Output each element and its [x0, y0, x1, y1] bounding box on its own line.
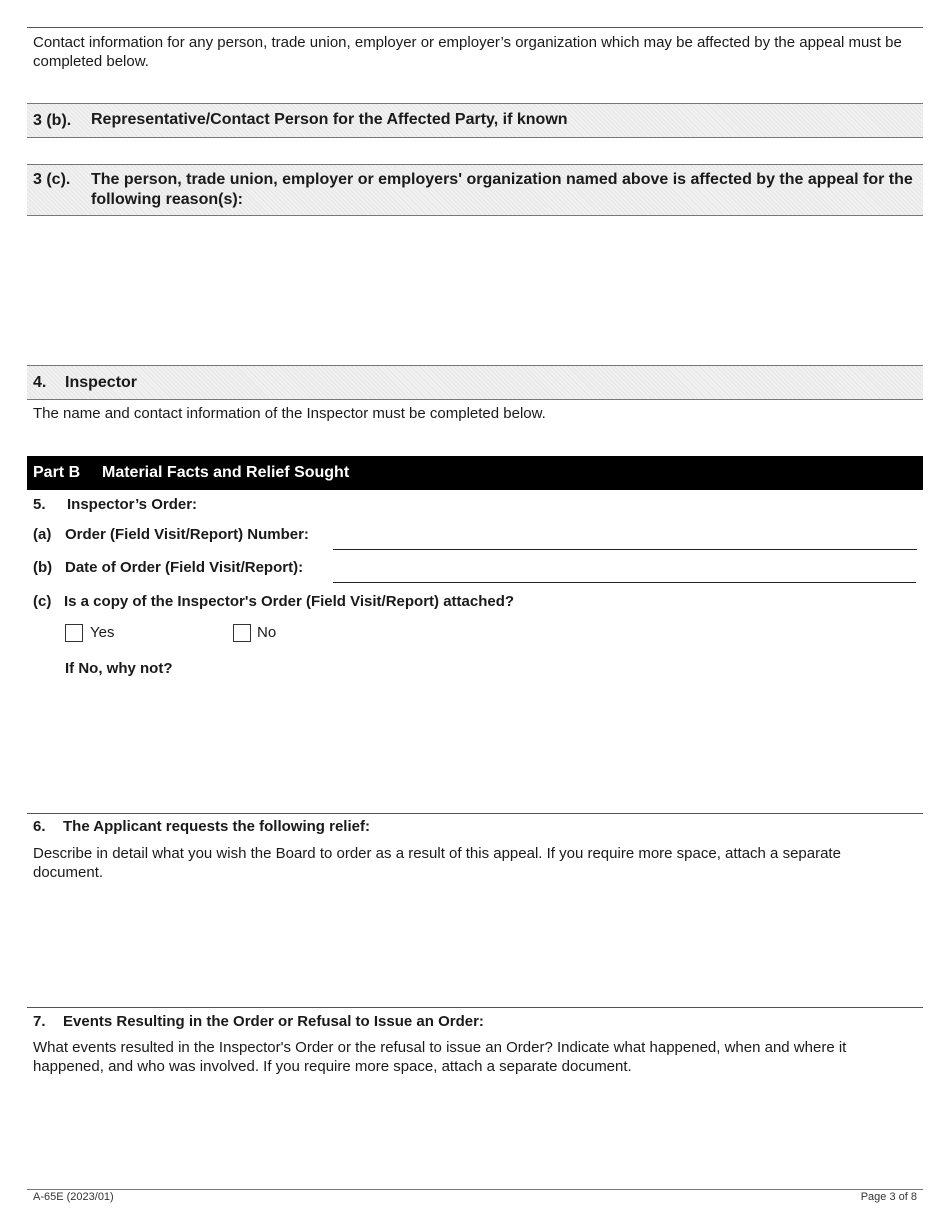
section-3b-header: [27, 103, 923, 138]
q5c-label: Is a copy of the Inspector's Order (Field Visit/Report) attached?: [64, 593, 515, 610]
why-not-field[interactable]: [65, 682, 915, 810]
top-rule: [27, 27, 923, 28]
section-3c-header: [27, 164, 923, 216]
why-not-label: If No, why not?: [65, 660, 173, 677]
section-4-number: 4.: [33, 374, 47, 391]
q7-instructions: What events resulted in the Inspector's Order or the refusal to issue an Order? Indicate what happened, when and where it happened, and who was involved. If you require more space, attach a separate document.: [33, 1039, 847, 1075]
q6-title: The Applicant requests the following relief:: [63, 818, 370, 835]
section-3c-title: The person, trade union, employer or employers' organization named above is affected by the appeal for the following reason(s):: [91, 171, 913, 208]
relief-field[interactable]: [27, 885, 923, 1003]
section-3b-title: Representative/Contact Person for the Affected Party, if known: [91, 111, 568, 128]
order-number-line: [333, 549, 917, 550]
footer-rule: [27, 1189, 923, 1190]
page-number: Page 3 of 8: [860, 1191, 917, 1203]
form-id: A-65E (2023/01): [33, 1191, 114, 1203]
yes-checkbox[interactable]: [65, 624, 83, 642]
yes-label: Yes: [90, 624, 115, 641]
q5-title: Inspector’s Order:: [67, 496, 198, 513]
order-date-line: [333, 582, 916, 583]
events-field[interactable]: [27, 1080, 923, 1185]
part-b-header: [27, 456, 923, 490]
order-date-field[interactable]: [333, 562, 916, 582]
q5a-marker: (a): [33, 526, 52, 543]
q7-number: 7.: [33, 1013, 46, 1030]
q5-number: 5.: [33, 496, 46, 513]
section-3c-number: 3 (c).: [33, 171, 71, 188]
q7-title: Events Resulting in the Order or Refusal to Issue an Order:: [63, 1013, 484, 1030]
no-label: No: [257, 624, 277, 641]
q6-rule: [27, 813, 923, 814]
q5b-label: Date of Order (Field Visit/Report):: [65, 559, 304, 576]
q7-rule: [27, 1007, 923, 1008]
q5a-label: Order (Field Visit/Report) Number:: [65, 526, 309, 543]
section-4-note: The name and contact information of the Inspector must be completed below.: [33, 405, 546, 422]
intro-text: Contact information for any person, trade union, employer or employer’s organization which may be affected by the appeal must be completed below.: [33, 34, 902, 70]
reasons-field[interactable]: [27, 217, 923, 364]
q6-number: 6.: [33, 818, 46, 835]
section-4-title: Inspector: [65, 374, 138, 391]
no-checkbox[interactable]: [233, 624, 251, 642]
part-b-title: Material Facts and Relief Sought: [102, 464, 350, 481]
section-3b-number: 3 (b).: [33, 112, 72, 129]
q5c-marker: (c): [33, 593, 52, 610]
q6-instructions: Describe in detail what you wish the Board to order as a result of this appeal. If you require more space, attach a separate document.: [33, 845, 841, 881]
order-number-field[interactable]: [333, 529, 917, 549]
section-4-header: [27, 365, 923, 400]
part-b-label: Part B: [33, 464, 81, 481]
q5b-marker: (b): [33, 559, 53, 576]
